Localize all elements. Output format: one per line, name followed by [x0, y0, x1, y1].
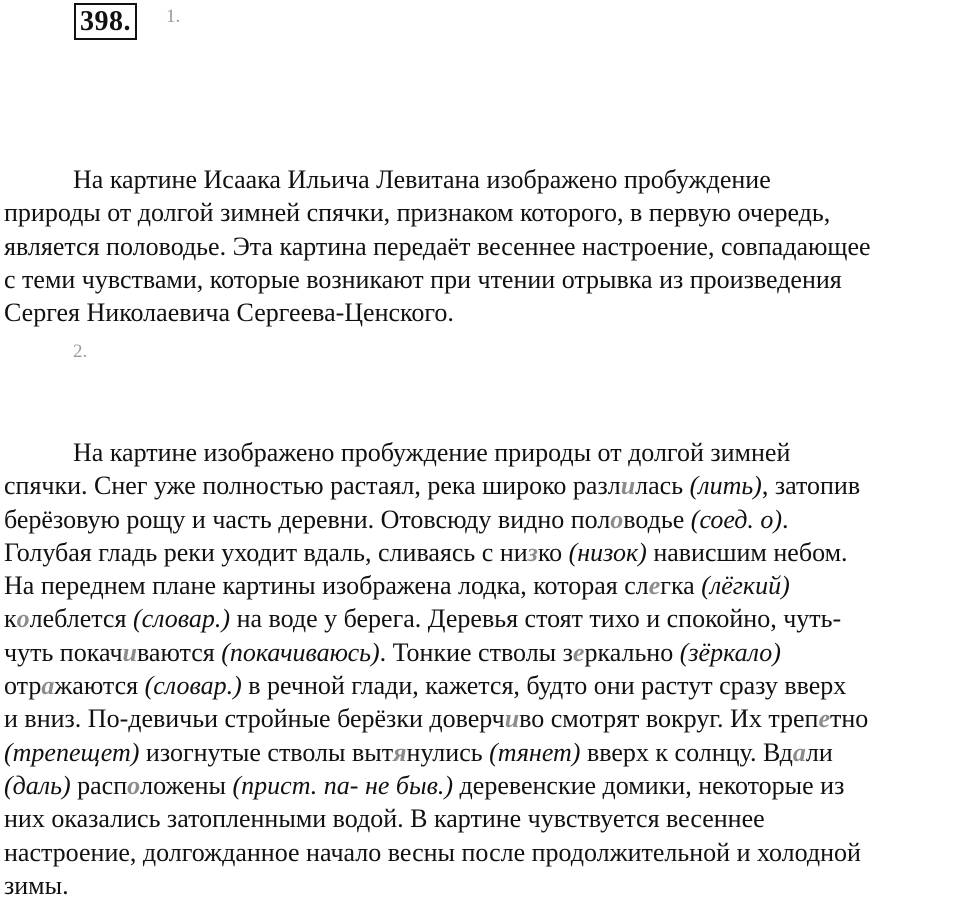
paragraph-1-line: является половодье. Эта картина передаёт весеннее настроение, совпадающее: [4, 231, 871, 261]
text-segment: тно: [830, 704, 869, 734]
paragraph-1-line: Сергея Николаевича Сергеева-Ценского.: [4, 298, 454, 328]
highlighted-letter: а: [792, 737, 806, 767]
paragraph-2-line: [4, 869, 959, 902]
check-word: (низок): [568, 537, 647, 567]
text-segment: спячки. Снег уже полностью растаял, река широко разл: [4, 471, 621, 501]
check-word: (лёгкий): [701, 571, 790, 601]
check-word: (словар.): [144, 671, 242, 701]
highlighted-letter: о: [127, 770, 141, 800]
part2-marker: 2.: [73, 341, 88, 362]
text-segment: настроение, долгожданное начало весны после продолжительной и холодной: [4, 837, 861, 867]
text-segment: изогнутые стволы выт: [139, 737, 394, 767]
highlighted-letter: з: [527, 537, 538, 567]
text-segment: и вниз. По-девичьи стройные берёзки доверч: [4, 704, 505, 734]
highlighted-letter: и: [620, 471, 636, 501]
text-segment: к: [4, 604, 17, 634]
paragraph-2: [4, 436, 959, 902]
text-segment: ложены: [140, 770, 233, 800]
text-segment: нулись: [406, 737, 490, 767]
paragraph-2-line: [4, 802, 959, 835]
text-segment: отр: [4, 671, 42, 701]
paragraph-2-line: [4, 702, 959, 735]
text-segment: леблется: [29, 604, 133, 634]
text-segment: на воде у берега. Деревья стоят тихо и спокойно, чуть-: [230, 604, 842, 634]
text-segment: чуть покач: [4, 637, 123, 667]
check-word: (словар.): [132, 604, 231, 634]
highlighted-letter: е: [818, 704, 830, 734]
paragraph-2-line: [4, 669, 959, 702]
text-segment: них оказались затопленными водой. В картине чувствуется весеннее: [4, 804, 765, 834]
paragraph-2-line: [4, 536, 959, 569]
text-segment: расп: [70, 770, 128, 800]
highlighted-letter: и: [122, 637, 137, 667]
text-segment: вверх к солнцу. Вд: [580, 737, 793, 767]
highlighted-letter: о: [610, 504, 624, 534]
paragraph-2-line: [4, 469, 959, 502]
text-segment: ли: [805, 737, 833, 767]
paragraph-1-line: На картине Исаака Ильича Левитана изображено пробуждение: [73, 165, 771, 194]
part1-marker: 1.: [166, 6, 181, 27]
highlighted-letter: а: [41, 671, 55, 701]
text-segment: в речной глади, кажется, будто они растут сразу вверх: [241, 671, 847, 701]
text-segment: , затопив: [761, 471, 861, 501]
highlighted-letter: я: [393, 737, 407, 767]
text-segment: деревенские домики, некоторые из: [453, 770, 845, 800]
paragraph-2-line: [4, 602, 959, 635]
highlighted-letter: о: [16, 604, 30, 634]
check-word: (лить): [689, 471, 762, 501]
highlighted-letter: и: [504, 704, 520, 734]
text-segment: во смотрят вокруг. Их треп: [519, 704, 819, 734]
check-word: (соед. о): [690, 504, 783, 534]
text-segment: ваются: [137, 637, 222, 667]
text-segment: нависшим небом.: [646, 537, 848, 567]
paragraph-1: [4, 163, 959, 329]
paragraph-2-line: [4, 569, 959, 602]
check-word: (прист. па- не быв.): [232, 770, 454, 800]
paragraph-2-line: [4, 836, 959, 869]
check-word: (зёркало): [679, 637, 781, 667]
paragraph-2-line: [4, 636, 959, 669]
paragraph-1-line: природы от долгой зимней спячки, признаком которого, в первую очередь,: [4, 198, 831, 228]
check-word: (тянет): [489, 737, 581, 767]
exercise-number: 398.: [74, 3, 137, 40]
text-segment: зимы.: [4, 870, 69, 900]
paragraph-2-line: [4, 736, 959, 769]
highlighted-letter: е: [572, 637, 585, 667]
text-segment: На картине изображено пробуждение природы от долгой зимней: [73, 438, 791, 467]
paragraph-2-line: [4, 503, 959, 536]
check-word: (покачиваюсь): [221, 637, 380, 667]
check-word: (даль): [4, 770, 71, 800]
paragraph-1-line: с теми чувствами, которые возникают при чтении отрывка из произведения: [4, 264, 842, 294]
text-segment: ко: [537, 537, 569, 567]
text-segment: гка: [660, 571, 702, 601]
text-segment: На переднем плане картины изображена лодка, которая сл: [4, 571, 649, 601]
text-segment: Голубая гладь реки уходит вдаль, сливаясь с ни: [4, 537, 528, 567]
text-segment: ркально: [584, 637, 680, 667]
paragraph-2-line: [4, 769, 959, 802]
text-segment: берёзовую рощу и часть деревни. Отовсюду видно пол: [4, 504, 611, 534]
text-segment: . Тонкие стволы з: [379, 637, 573, 667]
text-segment: лась: [635, 471, 690, 501]
text-segment: водье: [623, 504, 691, 534]
highlighted-letter: е: [648, 571, 661, 601]
text-segment: .: [782, 504, 789, 534]
paragraph-2-line: [4, 436, 959, 469]
check-word: (трепещет): [4, 737, 140, 767]
text-segment: жаются: [54, 671, 145, 701]
